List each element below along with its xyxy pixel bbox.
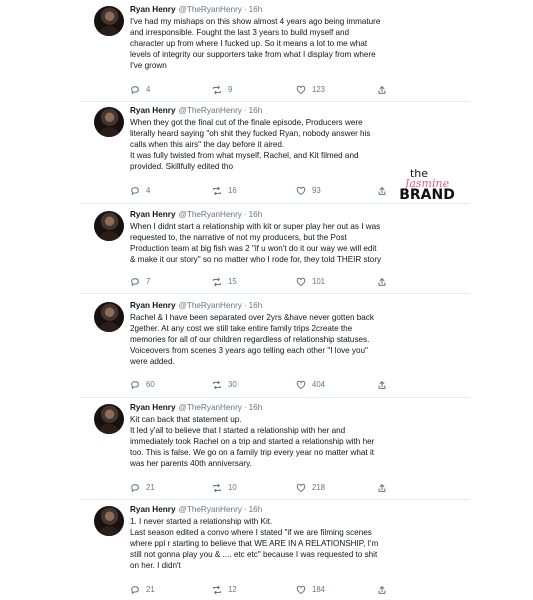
tweet-content [130,301,462,367]
timestamp[interactable]: 16h [248,5,263,14]
share-icon [377,85,387,95]
username-handle[interactable]: @TheRyanHenry [178,505,242,514]
tweet-text: Kit can back that statement up. It led y'all to believe that I started a relationship with her and immediately took Rachel on a trip and started a relationship with her too. This is false. We go on a family trip every year no matter what it was her parents 40th anniversary. [130,414,375,468]
display-name[interactable]: Ryan Henry [130,301,176,310]
retweet-icon [212,277,222,287]
avatar[interactable] [94,404,124,434]
reply-icon [130,277,140,287]
like-count: 101 [312,277,326,286]
reply-icon [130,85,140,95]
heart-icon [296,186,306,196]
share-button[interactable] [377,276,387,288]
retweet-count: 15 [228,277,237,286]
timestamp[interactable]: 16h [248,210,263,219]
metadata-separator: · [243,301,247,310]
username-handle[interactable]: @TheRyanHenry [178,403,242,412]
tweet-1[interactable] [80,5,470,98]
retweet-button[interactable] [212,84,232,96]
avatar[interactable] [94,6,124,36]
timestamp[interactable]: 16h [248,301,263,310]
username-handle[interactable]: @TheRyanHenry [178,210,242,219]
tweet-divider [80,499,470,500]
tweet-text: When I didnt start a relationship with kit or super play her out as I was requested to, the narrative of not my producers, but the Post Production team at big fish was 2 "if u won't do it our way we will edit & make it our story" so no matter who I rode for, they told THEIR story [130,221,382,264]
tweet-6[interactable] [80,505,470,597]
tweet-header [130,505,462,515]
retweet-button[interactable] [212,276,237,288]
watermark-jasmine: Jasmine [404,177,450,190]
display-name[interactable]: Ryan Henry [130,403,176,412]
tweet-content [130,403,462,469]
heart-icon [296,85,306,95]
reply-icon [130,585,140,595]
tweet-divider [80,397,470,398]
like-button[interactable] [296,185,321,197]
username-handle[interactable]: @TheRyanHenry [178,301,242,310]
retweet-icon [212,85,222,95]
tweet-content [130,505,462,571]
reply-count: 4 [146,85,151,94]
timestamp[interactable]: 16h [248,505,263,514]
retweet-icon [212,585,222,595]
share-button[interactable] [377,482,387,494]
like-button[interactable] [296,482,325,494]
reply-count: 60 [146,380,155,389]
username-handle[interactable]: @TheRyanHenry [178,106,242,115]
like-count: 184 [312,585,326,594]
retweet-icon [212,186,222,196]
retweet-icon [212,483,222,493]
reply-icon [130,483,140,493]
tweet-4[interactable] [80,301,470,394]
like-button[interactable] [296,276,325,288]
heart-icon [296,380,306,390]
tweet-divider [80,293,470,294]
like-count: 123 [312,85,326,94]
retweet-count: 9 [228,85,233,94]
avatar[interactable] [94,506,124,536]
metadata-separator: · [243,403,247,412]
tweet-text: When they got the final cut of the finale episode, Producers were literally heard saying "oh shit they fucked Ryan, nobody answer his calls when this airs" the day before it aired. It was fully twisted from what myself, Rachel, and Kit filmed and provided. Skillfully edited tho [130,117,371,171]
tweet-text: Rachel & I have been separated over 2yrs &have never gotten back 2gether. At any cost we still take entire family trips 2create the memories for all of our children regardless of relationship statuses. Voiceovers from scenes 3 years ago telling each other "I love you" were added. [130,312,374,366]
tweet-header [130,106,462,116]
share-icon [377,186,387,196]
timestamp[interactable]: 16h [248,403,263,412]
reply-count: 7 [146,277,151,286]
like-button[interactable] [296,84,325,96]
heart-icon [296,585,306,595]
retweet-button[interactable] [212,185,237,197]
watermark-brand: BRAND [399,187,455,203]
tweet-actions [130,482,385,494]
reply-count: 4 [146,186,151,195]
timestamp[interactable]: 16h [248,106,263,115]
reply-icon [130,186,140,196]
tweet-header [130,210,462,220]
tweet-content [130,210,462,265]
watermark-the: the [409,167,429,180]
tweet-divider [80,101,470,102]
tweet-actions [130,379,385,391]
share-button[interactable] [377,584,387,596]
tweet-5[interactable] [80,403,470,496]
retweet-count: 12 [228,585,237,594]
reply-button[interactable] [130,482,155,494]
tweet-text: I've had my mishaps on this show almost 4 years ago being immature and irresponsible. Fought the last 3 years to build myself and character up from where I fucked up. So it means a lot to me what levels of integrity our supporters take from what I display from where I've grown [130,16,381,70]
reply-icon [130,380,140,390]
metadata-separator: · [243,5,247,14]
like-count: 404 [312,380,326,389]
like-count: 93 [312,186,321,195]
display-name[interactable]: Ryan Henry [130,106,176,115]
display-name[interactable]: Ryan Henry [130,210,176,219]
share-icon [377,277,387,287]
like-button[interactable] [296,379,325,391]
the-jasmine-brand-watermark [391,168,463,208]
tweet-content [130,106,462,172]
retweet-count: 16 [228,186,237,195]
tweet-actions [130,276,385,288]
username-handle[interactable]: @TheRyanHenry [178,5,242,14]
tweet-actions [130,185,385,197]
tweet-3[interactable] [80,210,470,292]
tweet-actions [130,584,385,596]
retweet-button[interactable] [212,584,237,596]
reply-button[interactable] [130,185,150,197]
reply-button[interactable] [130,276,150,288]
display-name[interactable]: Ryan Henry [130,505,176,514]
retweet-icon [212,380,222,390]
metadata-separator: · [243,106,247,115]
heart-icon [296,483,306,493]
share-icon [377,380,387,390]
heart-icon [296,277,306,287]
reply-count: 21 [146,483,155,492]
tweet-header [130,5,462,15]
tweet-text: 1. I never started a relationship with Kit. Last season edited a convo where I stated "if we are filming scenes where ppl r starting to believe that WE ARE IN A RELATIONSHIP, I'm still not gonna play you & .... etc etc" because I was requested to shit on her. I didn't [130,516,379,570]
retweet-count: 30 [228,380,237,389]
reply-button[interactable] [130,584,155,596]
retweet-count: 10 [228,483,237,492]
retweet-button[interactable] [212,379,237,391]
share-button[interactable] [377,379,387,391]
like-button[interactable] [296,584,325,596]
avatar[interactable] [94,302,124,332]
avatar[interactable] [94,107,124,137]
metadata-separator: · [243,505,247,514]
reply-button[interactable] [130,379,155,391]
share-button[interactable] [377,185,387,197]
retweet-button[interactable] [212,482,237,494]
avatar[interactable] [94,211,124,241]
share-icon [377,483,387,493]
share-button[interactable] [377,84,387,96]
tweet-content [130,5,462,71]
tweet-header [130,301,462,311]
display-name[interactable]: Ryan Henry [130,5,176,14]
tweet-actions [130,84,385,96]
tweet-header [130,403,462,413]
metadata-separator: · [243,210,247,219]
reply-button[interactable] [130,84,150,96]
like-count: 218 [312,483,326,492]
share-icon [377,585,387,595]
reply-count: 21 [146,585,155,594]
